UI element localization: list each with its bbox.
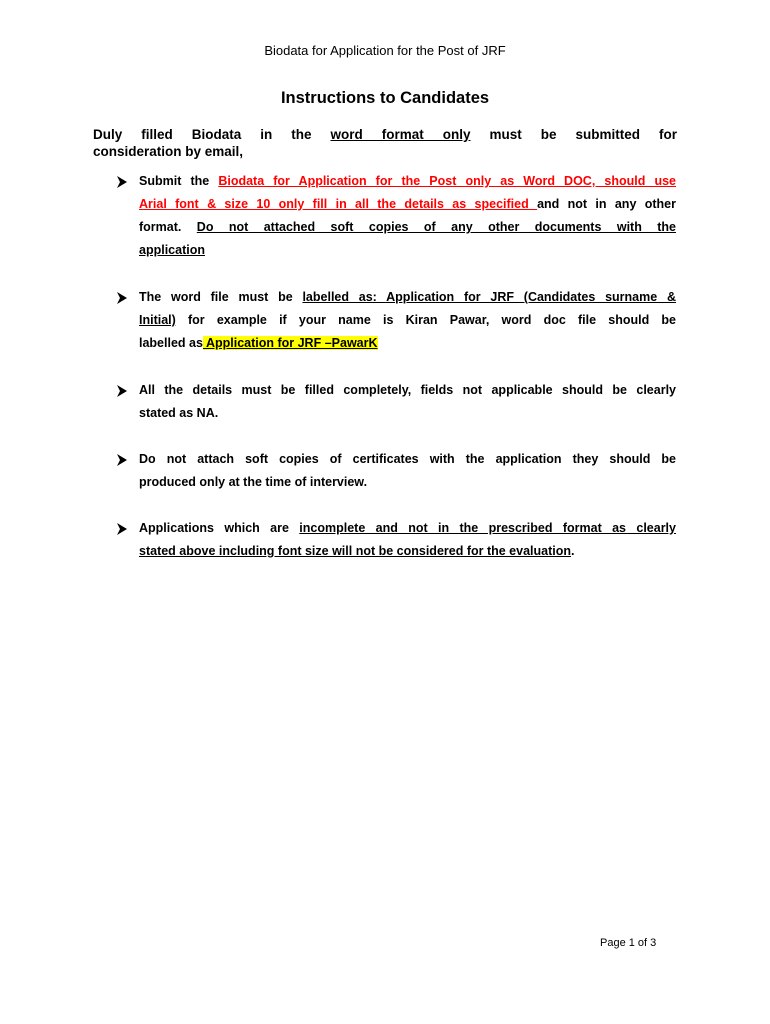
text-run: The word file must be [139, 290, 303, 304]
text-line: All the details must be filled completely, fields not applicable should be clearly [139, 383, 676, 397]
text-line: Do not attach soft copies of certificates with the application they should be [139, 452, 676, 466]
text-run-red: Arial font & size 10 only fill in all the details as specified [139, 197, 538, 211]
intro-emphasis: word format only [330, 127, 471, 142]
text-run-underlined: Initial) [139, 313, 176, 327]
text-run-underlined: labelled as: Application for JRF (Candidates surname & [302, 290, 676, 304]
arrow-bullet-icon [115, 175, 129, 189]
instruction-text [139, 517, 676, 563]
text-run: for example if your name is Kiran Pawar, word doc file should be [175, 313, 676, 327]
text-line [139, 540, 676, 563]
text-line: produced only at the time of interview. [139, 475, 368, 489]
arrow-bullet-icon [115, 522, 129, 536]
intro-line-1 [93, 126, 677, 143]
instruction-text [139, 379, 676, 425]
arrow-bullet-icon [115, 453, 129, 467]
text-run: and not in any other [537, 197, 676, 211]
text-line [139, 517, 676, 540]
text-run-underlined: stated above including font size will not be considered for the evaluation [139, 544, 572, 558]
text-run: format. [139, 220, 197, 234]
text-line [139, 332, 676, 355]
text-line [139, 170, 676, 193]
intro-text: must be submitted for [470, 127, 677, 142]
text-line [139, 309, 676, 332]
text-line [139, 193, 676, 216]
instruction-text [139, 170, 676, 262]
text-line [139, 286, 676, 309]
text-line: application [139, 243, 205, 257]
text-run: . [571, 544, 575, 558]
instruction-text [139, 448, 676, 494]
text-run: Applications which are [139, 521, 300, 535]
text-run-underlined: incomplete and not in the prescribed format as clearly [299, 521, 676, 535]
text-run-highlighted: Application for JRF –PawarK [202, 336, 378, 350]
text-line: stated as NA. [139, 406, 219, 420]
text-run: Submit the [139, 174, 219, 188]
page-header: Biodata for Application for the Post of JRF [264, 43, 506, 58]
text-run-underlined: Do not attached soft copies of any other documents with the [196, 220, 677, 234]
arrow-bullet-icon [115, 291, 129, 305]
text-line [139, 216, 676, 239]
text-run-red: Biodata for Application for the Post only as Word DOC, should use [218, 174, 677, 188]
intro-text: Duly filled Biodata in the [93, 127, 331, 142]
intro-paragraph [93, 126, 677, 160]
page-number: Page 1 of 3 [600, 937, 657, 949]
intro-line-2: consideration by email, [93, 144, 244, 159]
text-run: labelled as [139, 336, 203, 350]
instruction-text [139, 286, 676, 355]
arrow-bullet-icon [115, 384, 129, 398]
page-title: Instructions to Candidates [280, 89, 490, 107]
